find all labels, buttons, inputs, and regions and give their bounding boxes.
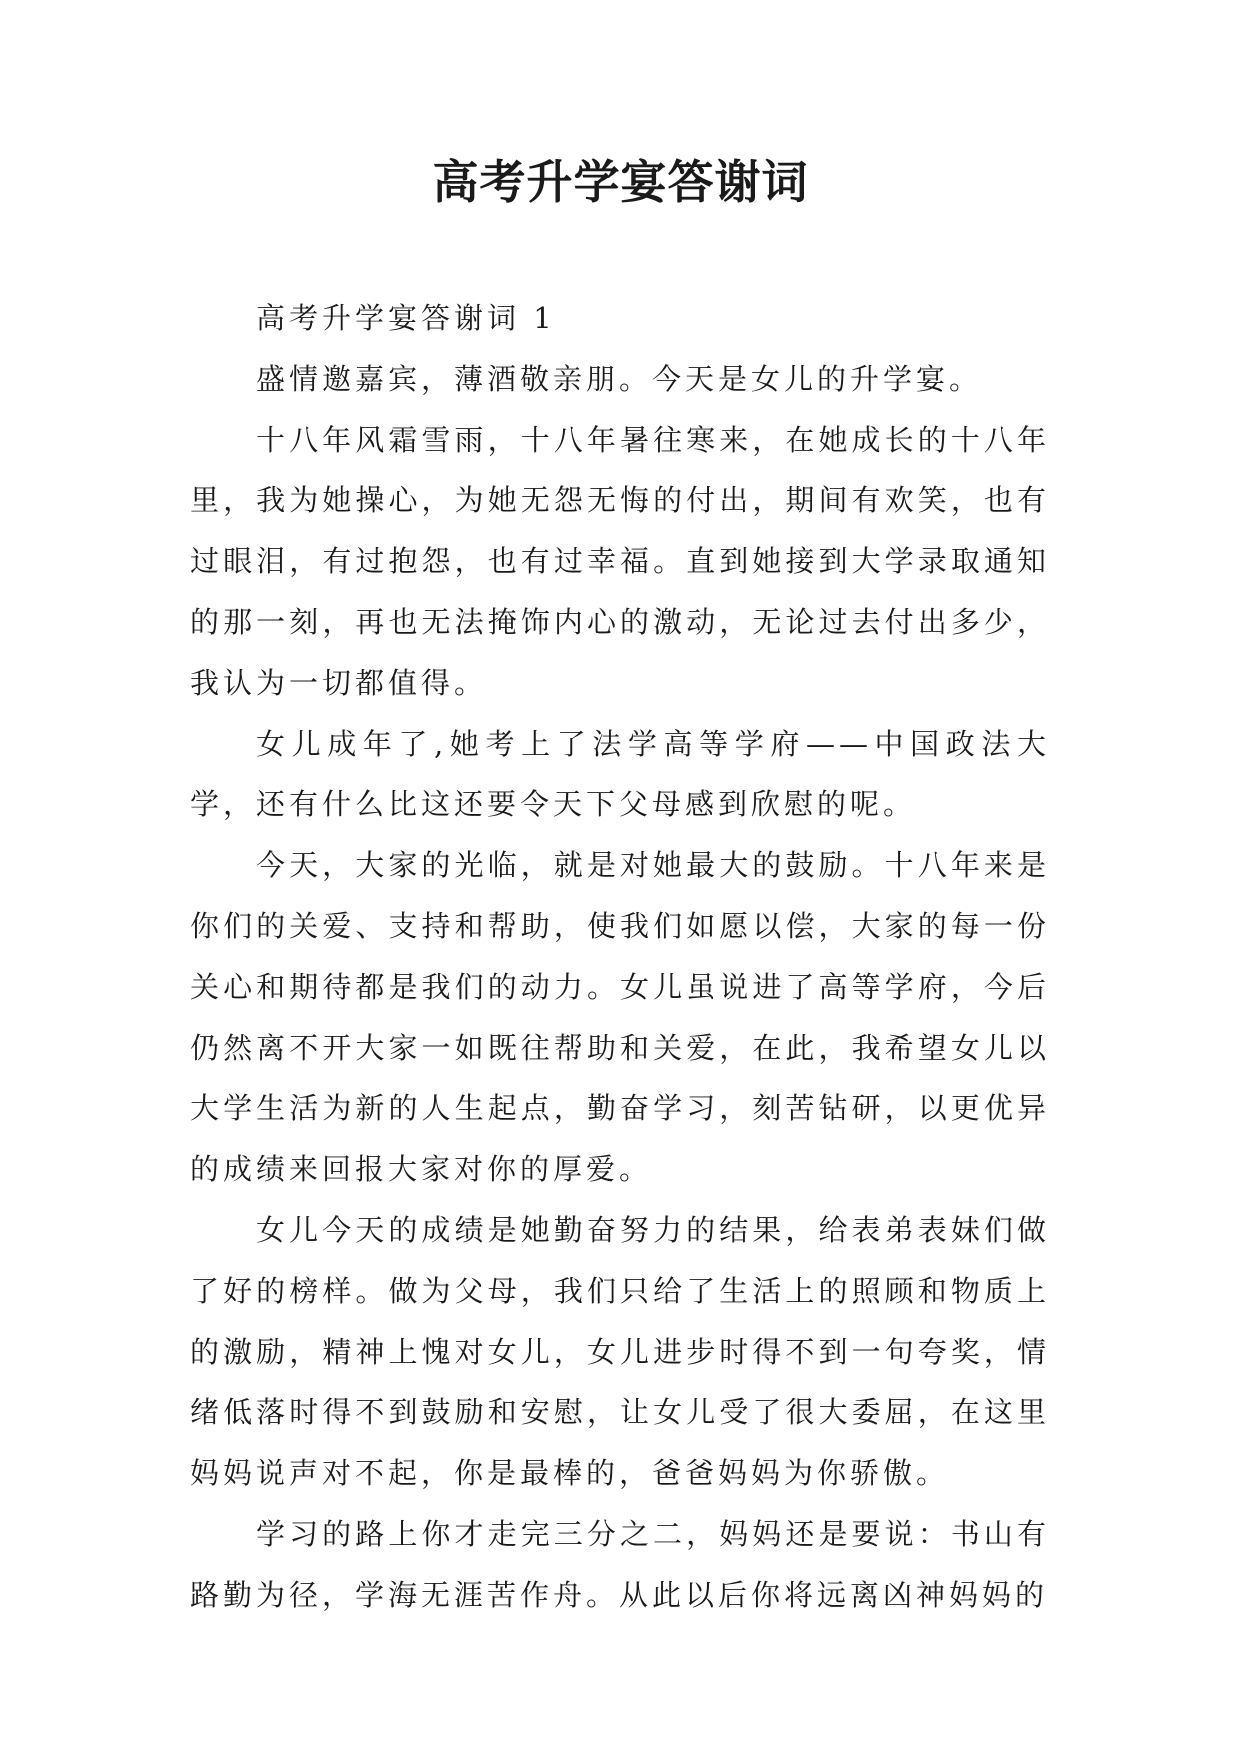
paragraph-greeting: 盛情邀嘉宾，薄酒敬亲朋。今天是女儿的升学宴。 [256, 361, 983, 396]
paragraph-university: 女儿成年了,她考上了法学高等学府——中国政法大学，还有什么比这还要令天下父母感到欣慰的呢。 [190, 726, 1050, 822]
paragraph-study-road: 学习的路上你才走完三分之二，妈妈还是要说：书山有路勤为径，学海无涯苦作舟。从此以后你将远离凶神妈妈的 [190, 1516, 1050, 1612]
paragraph-eighteen-years: 十八年风霜雪雨，十八年暑往寒来，在她成长的十八年里，我为她操心，为她无怨无悔的付出，期间有欢笑，也有过眼泪，有过抱怨，也有过幸福。直到她接到大学录取通知的那一刻，再也无法掩饰内心的激动，无论过去付出多少，我认为一切都值得。 [190, 422, 1050, 700]
section-heading: 高考升学宴答谢词 1 [256, 301, 556, 335]
document-body [190, 288, 1050, 1626]
paragraph-daughter-achievement: 女儿今天的成绩是她勤奋努力的结果，给表弟表妹们做了好的榜样。做为父母，我们只给了生活上的照顾和物质上的激励，精神上愧对女儿，女儿进步时得不到一句夸奖，情绪低落时得不到鼓励和安慰，让女儿受了很大委屈，在这里妈妈说声对不起，你是最棒的，爸爸妈妈为你骄傲。 [190, 1212, 1050, 1491]
paragraph-thanks-guests: 今天，大家的光临，就是对她最大的鼓励。十八年来是你们的关爱、支持和帮助，使我们如愿以偿，大家的每一份关心和期待都是我们的动力。女儿虽说进了高等学府，今后仍然离不开大家一如既往帮助和关爱，在此，我希望女儿以大学生活为新的人生起点，勤奋学习，刻苦钻研，以更优异的成绩来回报大家对你的厚爱。 [190, 848, 1050, 1187]
document-title: 高考升学宴答谢词 [432, 155, 809, 209]
